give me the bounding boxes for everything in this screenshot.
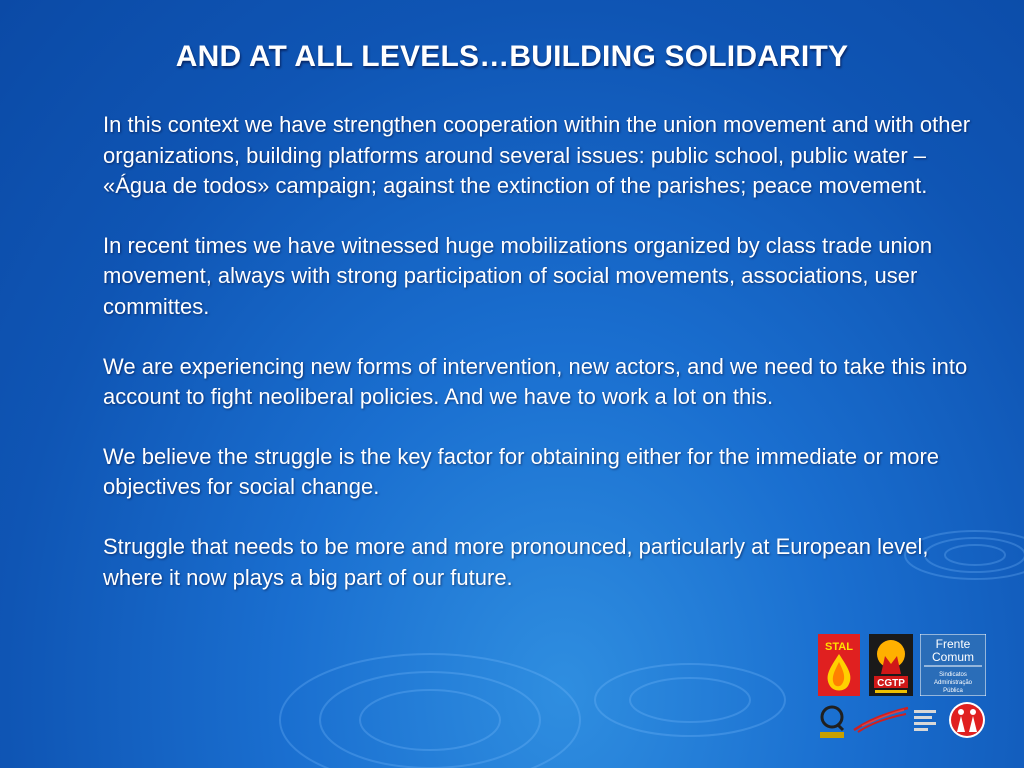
paragraph-struggle-key: We believe the struggle is the key factor for obtaining either for the immediate or more objectives for social change. <box>103 443 940 500</box>
svg-text:Comum: Comum <box>931 650 975 664</box>
red-swoosh-logo <box>852 704 910 734</box>
paragraph-european-level: Struggle that needs to be more and more pronounced, particularly at European level, where it now plays a big part of our future. <box>103 533 929 590</box>
svg-text:Frente: Frente <box>935 637 971 651</box>
paragraph-new-forms: We are experiencing new forms of intervention, new actors, and we need to take this into account to fight neoliberal policies. And we have to work a lot on this. <box>103 353 968 410</box>
paragraph-cooperation: In this context we have strengthen cooperation within the union movement and with other organizations, building platforms around several issues: public school, public water – «Água de todos» campaign; against the extinction of the parishes; peace movement. <box>103 112 971 199</box>
slide-body <box>103 110 988 622</box>
svg-text:Administração: Administração <box>933 680 973 686</box>
slide-title: AND AT ALL LEVELS…BUILDING SOLIDARITY <box>175 40 849 73</box>
cgtp-logo <box>869 634 913 696</box>
q-emblem-logo <box>815 702 849 740</box>
paragraph-mobilizations: In recent times we have witnessed huge mobilizations organized by class trade union movement, always with strong participation of social movements, associations, user committes. <box>103 232 933 319</box>
red-circle-figures-logo <box>947 700 987 740</box>
small-text-logo <box>912 706 940 734</box>
stal-logo <box>818 634 860 696</box>
svg-text:CGTP: CGTP <box>877 678 905 689</box>
svg-text:Sindicatos: Sindicatos <box>939 672 967 678</box>
frente-comum-logo <box>920 634 986 696</box>
svg-text:STAL: STAL <box>825 641 853 653</box>
svg-text:Pública: Pública <box>943 688 963 694</box>
